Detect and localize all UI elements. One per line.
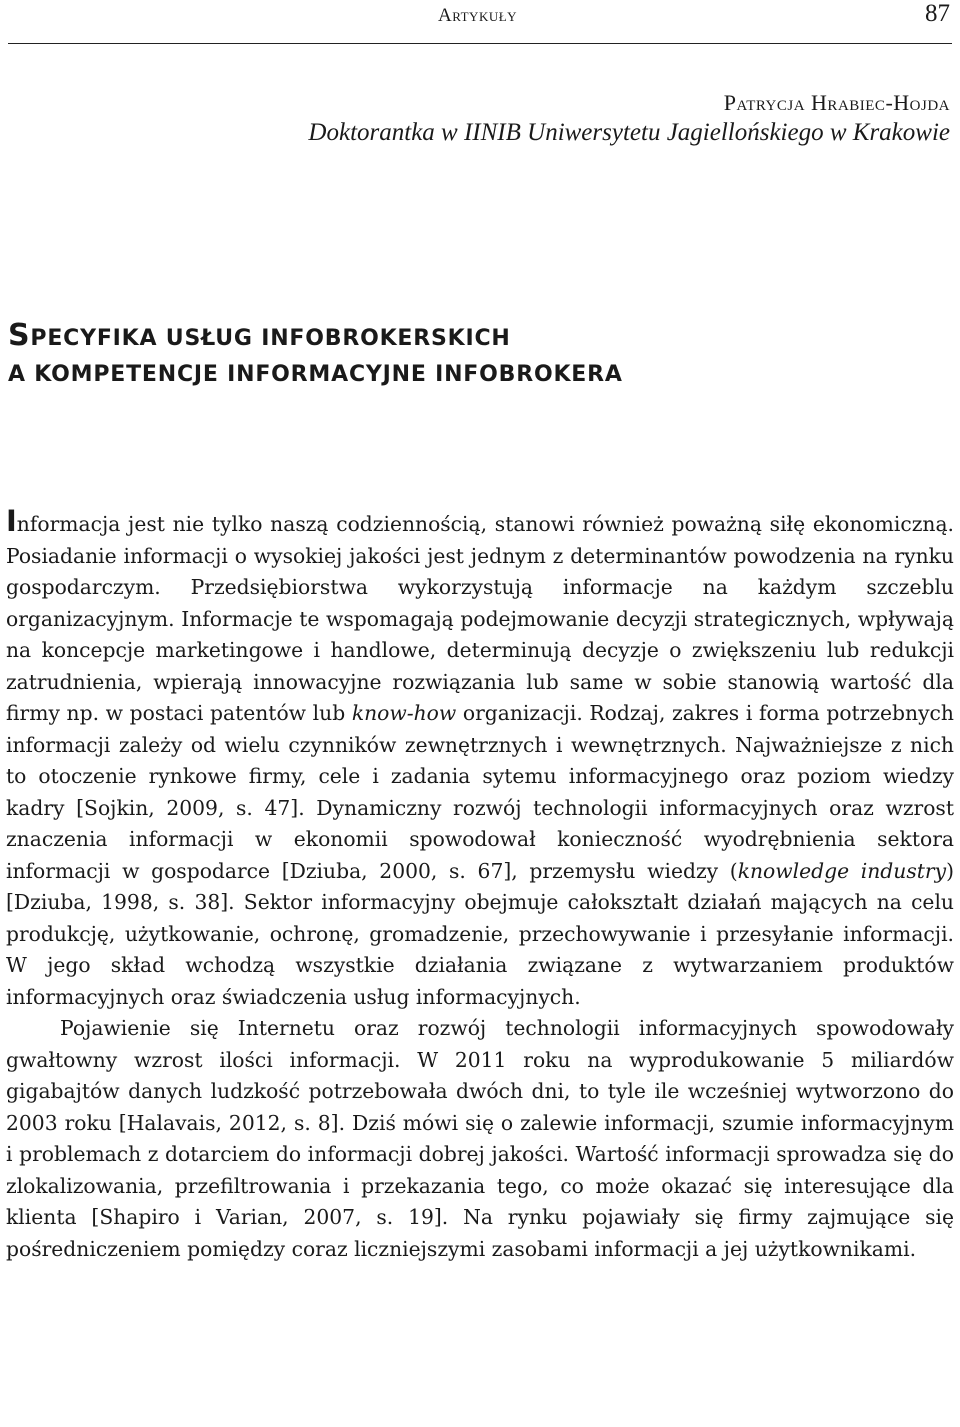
paragraph-1-italic-term-2: knowledge industry <box>737 858 947 883</box>
article-title-line-2: A KOMPETENCJE INFORMACYJNE INFOBROKERA <box>8 362 623 387</box>
running-header <box>0 0 960 46</box>
title-line-1-text: PECYFIKA USŁUG INFOBROKERSKICH <box>30 326 511 351</box>
author-affiliation: Doktorantka w IINIB Uniwersytetu Jagiellońskiego w Krakowie <box>308 119 950 146</box>
header-rule <box>8 43 952 44</box>
paragraph-initial: I <box>6 504 17 538</box>
paragraph-1 <box>6 504 954 1013</box>
byline <box>308 88 950 148</box>
page-number: 87 <box>925 0 950 27</box>
title-initial: S <box>8 318 31 353</box>
article-title-line-1 <box>8 318 623 357</box>
paragraph-1-text-a: nformacja jest nie tylko naszą codziennością, stanowi również poważną siłę ekonomiczną. Posiadanie informacji o wysokiej jakości jest jednym z determinantów powodzenia na rynku gospodarczym. Przedsiębiorstwa wykorzystują informacje na każdym szczeblu organizacyjnym. Informacje te wspomagają podejmowanie decyzji strategicznych, wpływają na koncepcje marketingowe i handlowe, determinują decyzje o zwiększeniu lub redukcji zatrudnienia, wpierają innowacyjne rozwiązania lub same w sobie stanowią wartość dla firmy np. w postaci patentów lub <box>6 512 954 725</box>
author-name: Patrycja Hrabiec-Hojda <box>723 90 950 115</box>
running-title: Artykuły <box>438 5 518 26</box>
paragraph-1-italic-term-1: know-how <box>351 701 457 725</box>
article-title <box>8 318 623 393</box>
paragraph-1-text-b: organizacji. Rodzaj, zakres i forma potrzebnych informacji zależy od wielu czynników zewnętrznych i wewnętrznych. Najważniejsze z nich to otoczenie rynkowe firmy, cele i zadania sytemu informacyjnego oraz poziom wiedzy kadry [Sojkin, 2009, s. 47]. Dynamiczny rozwój technologii informacyjnych oraz wzrost znaczenia informacji w ekonomii spowodował konieczność wyodrębnienia sektora informacji w gospodarce [Dziuba, 2000, s. 67], przemysłu wiedzy ( <box>6 701 954 883</box>
paragraph-1-text-c: ) [Dziuba, 1998, s. 38]. Sektor informacyjny obejmuje całokształt działań mających na celu produkcję, użytkowanie, ochronę, gromadzenie, przechowywanie i przesyłanie informacji. W jego skład wchodzą wszystkie działania związane z wytwarzaniem produktów informacyjnych oraz świadczenia usług informacyjnych. <box>6 858 954 1009</box>
article-body <box>6 504 954 1265</box>
paragraph-2: Pojawienie się Internetu oraz rozwój technologii informacyjnych spowodowały gwałtowny wzrost ilości informacji. W 2011 roku na wyprodukowanie 5 miliardów gigabajtów danych ludzkość potrzebowała dwóch dni, to tyle ile wcześniej wytworzono do 2003 roku [Halavais, 2012, s. 8]. Dziś mówi się o zalewie informacji, szumie informacyjnym i problemach z dotarciem do informacji dobrej jakości. Wartość informacji sprowadza się do zlokalizowania, przefiltrowania i przekazania tego, co może okazać się interesujące dla klienta [Shapiro i Varian, 2007, s. 19]. Na rynku pojawiały się firmy zajmujące się pośredniczeniem pomiędzy coraz liczniejszymi zasobami informacji a jej użytkownikami. <box>6 1016 954 1261</box>
